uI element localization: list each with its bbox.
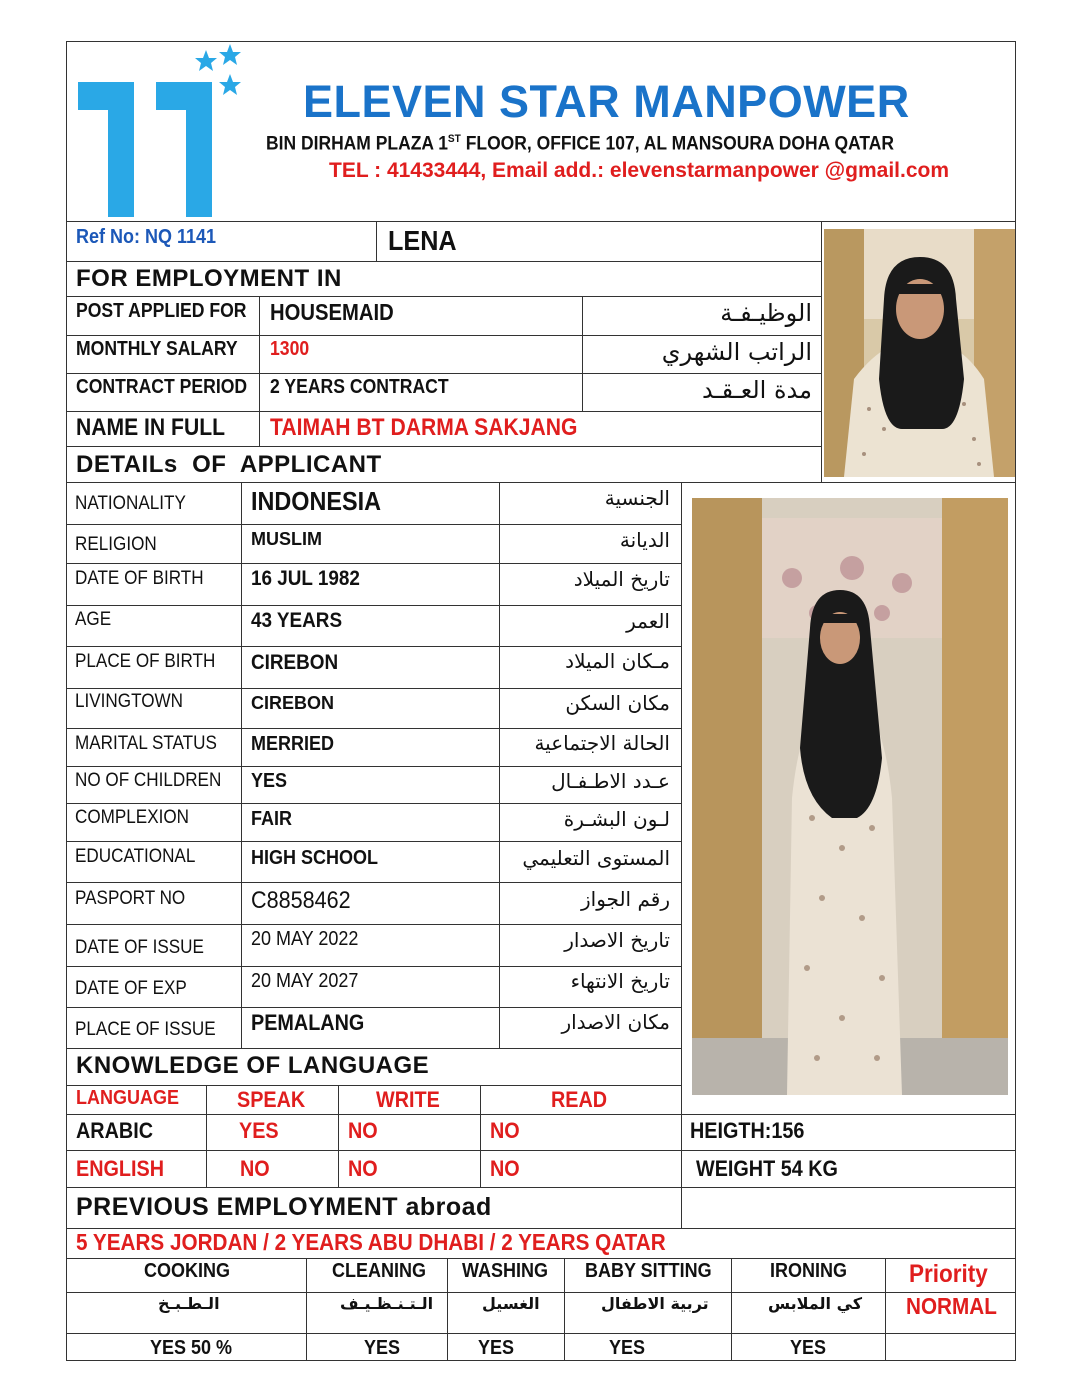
full-body-photo [692, 498, 1008, 1095]
language-header-language: LANGUAGE [76, 1087, 180, 1109]
employment-section-title: FOR EMPLOYMENT IN [76, 265, 342, 292]
detail-label-complexion: COMPLEXION [75, 807, 190, 828]
language-row-english-speak: NO [240, 1156, 270, 1181]
skill-value-cleaning: YES [364, 1337, 401, 1359]
short-name: LENA [388, 225, 457, 256]
address-part-1: BIN DIRHAM PLAZA 1 [266, 133, 448, 155]
full-name-value: TAIMAH BT DARMA SAKJANG [270, 414, 578, 441]
detail-label-age: AGE [75, 609, 112, 630]
priority-label: Priority [909, 1260, 988, 1288]
language-row-arabic-read: NO [490, 1118, 520, 1143]
height-value: HEIGTH:156 [690, 1118, 805, 1143]
detail-value-complexion: FAIR [251, 808, 293, 830]
skill-arabic-baby-sitting: تربية الاطفال [601, 1294, 709, 1313]
skill-arabic-washing: الغسيل [482, 1294, 540, 1313]
skill-name-baby-sitting: BABY SITTING [585, 1260, 712, 1282]
skill-name-washing: WASHING [462, 1260, 549, 1282]
detail-label-dob: DATE OF BIRTH [75, 568, 204, 589]
detail-label-marital-status: MARITAL STATUS [75, 733, 217, 754]
detail-value-place-of-birth: CIREBON [251, 651, 339, 674]
detail-label-children: NO OF CHILDREN [75, 770, 222, 791]
detail-value-religion: MUSLIM [251, 529, 322, 549]
detail-value-date-of-issue: 20 MAY 2022 [251, 928, 359, 950]
contract-period-value: 2 YEARS CONTRACT [270, 376, 449, 398]
detail-arabic-place-of-birth: مـكان الميلاد [565, 649, 670, 673]
language-header-speak: SPEAK [237, 1087, 306, 1112]
post-applied-value: HOUSEMAID [270, 299, 394, 325]
detail-arabic-nationality: الجنسية [604, 486, 670, 510]
contract-period-label: CONTRACT PERIOD [76, 376, 248, 398]
language-header-write: WRITE [376, 1087, 440, 1112]
language-row-arabic-name: ARABIC [76, 1118, 154, 1143]
detail-arabic-religion: الديانة [619, 528, 670, 552]
detail-label-date-of-issue: DATE OF ISSUE [75, 937, 204, 958]
skill-value-baby-sitting: YES [609, 1337, 646, 1359]
skill-name-ironing: IRONING [770, 1260, 848, 1282]
priority-value: NORMAL [906, 1293, 997, 1319]
detail-label-livingtown: LIVINGTOWN [75, 691, 183, 712]
previous-employment-title: PREVIOUS EMPLOYMENT abroad [76, 1193, 492, 1221]
details-section-title: DETAILs OF APPLICANT [76, 451, 382, 478]
contract-period-arabic: مدة العـقـد [701, 376, 812, 404]
detail-arabic-date-of-exp: تاريخ الانتهاء [570, 969, 670, 993]
detail-value-place-of-issue: PEMALANG [251, 1010, 365, 1035]
language-row-english-name: ENGLISH [76, 1156, 165, 1181]
skill-value-ironing: YES [790, 1337, 827, 1359]
skill-arabic-ironing: كي الملابس [768, 1294, 863, 1313]
detail-label-nationality: NATIONALITY [75, 493, 186, 514]
monthly-salary-label: MONTHLY SALARY [76, 338, 238, 360]
detail-value-nationality: INDONESIA [251, 486, 382, 516]
weight-value: WEIGHT 54 KG [696, 1156, 838, 1181]
previous-employment-text: 5 YEARS JORDAN / 2 YEARS ABU DHABI / 2 YEARS QATAR [76, 1229, 666, 1255]
detail-value-age: 43 YEARS [251, 609, 343, 632]
detail-label-date-of-exp: DATE OF EXP [75, 978, 187, 999]
detail-arabic-passport: رقم الجواز [581, 887, 670, 911]
headshot-photo [824, 229, 1015, 477]
detail-value-children: YES [251, 770, 288, 792]
full-name-label: NAME IN FULL [76, 414, 225, 441]
detail-arabic-date-of-issue: تاريخ الاصدار [564, 928, 670, 952]
detail-value-date-of-exp: 20 MAY 2027 [251, 970, 359, 992]
detail-value-educational: HIGH SCHOOL [251, 847, 379, 869]
detail-value-dob: 16 JUL 1982 [251, 567, 360, 590]
post-applied-arabic: الوظيـفـة [720, 299, 812, 327]
language-section-title: KNOWLEDGE OF LANGUAGE [76, 1052, 430, 1079]
language-header-read: READ [551, 1087, 608, 1112]
detail-arabic-age: العمر [626, 609, 670, 633]
monthly-salary-arabic: الراتب الشهري [661, 338, 812, 366]
skill-value-cooking: YES 50 % [150, 1337, 233, 1359]
post-applied-label: POST APPLIED FOR [76, 300, 247, 322]
skill-value-washing: YES [478, 1337, 515, 1359]
detail-arabic-complexion: لـون البشـرة [563, 807, 670, 831]
detail-arabic-marital-status: الحالة الاجتماعية [534, 731, 670, 755]
detail-value-passport: C8858462 [251, 887, 351, 914]
ref-number: Ref No: NQ 1141 [76, 226, 217, 248]
company-contact: TEL : 41433444, Email add.: elevenstarmanpower @gmail.com [329, 159, 950, 182]
language-row-english-write: NO [348, 1156, 378, 1181]
detail-value-marital-status: MERRIED [251, 733, 335, 755]
detail-arabic-dob: تاريخ الميلاد [573, 567, 670, 591]
language-row-arabic-write: NO [348, 1118, 378, 1143]
address-superscript: ST [447, 133, 461, 145]
detail-arabic-livingtown: مكان السكن [565, 691, 670, 715]
detail-arabic-educational: المستوى التعليمي [522, 846, 670, 870]
detail-arabic-children: عـدد الاطـفـال [551, 769, 670, 793]
language-row-arabic-speak: YES [239, 1118, 279, 1143]
address-part-2: FLOOR, OFFICE 107, AL MANSOURA DOHA QATAR [460, 133, 895, 155]
detail-label-educational: EDUCATIONAL [75, 846, 196, 867]
detail-arabic-place-of-issue: مكان الاصدار [561, 1010, 670, 1034]
skill-name-cooking: COOKING [144, 1260, 231, 1282]
skill-arabic-cleaning: الـتـنـظـيـف [340, 1294, 434, 1313]
monthly-salary-value: 1300 [270, 338, 310, 360]
detail-label-passport: PASPORT NO [75, 888, 186, 909]
detail-label-place-of-birth: PLACE OF BIRTH [75, 651, 216, 672]
company-name: ELEVEN STAR MANPOWER [303, 76, 910, 127]
detail-value-livingtown: CIREBON [251, 693, 335, 713]
detail-label-place-of-issue: PLACE OF ISSUE [75, 1019, 216, 1040]
detail-label-religion: RELIGION [75, 534, 157, 555]
skill-arabic-cooking: الـطـبـخ [158, 1294, 220, 1313]
skill-name-cleaning: CLEANING [332, 1260, 427, 1282]
language-row-english-read: NO [490, 1156, 520, 1181]
